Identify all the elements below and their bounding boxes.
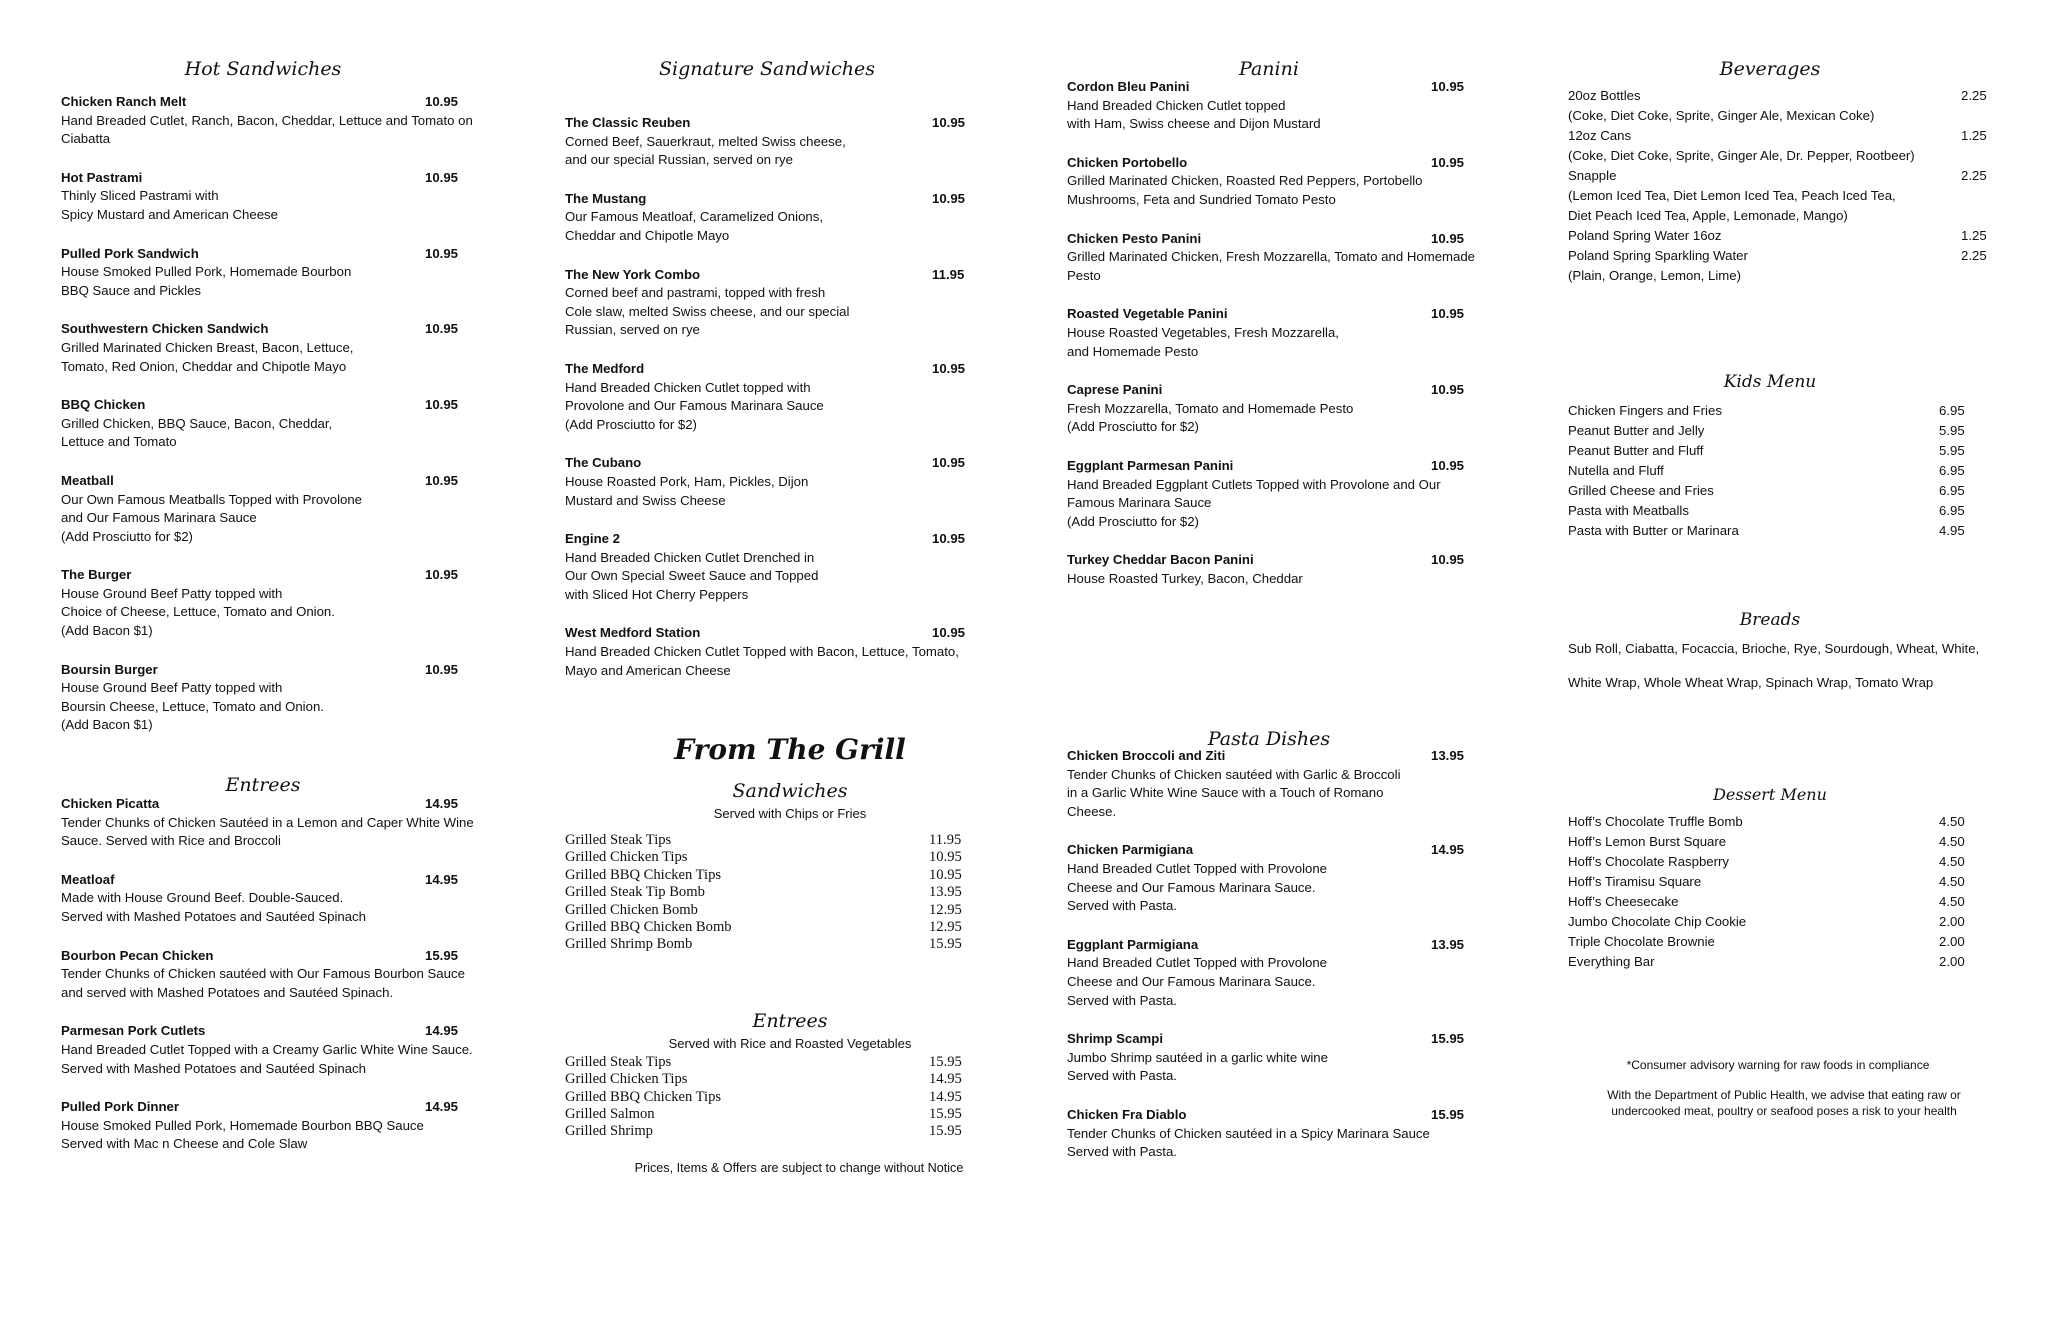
simple-menu-item <box>1568 521 2008 541</box>
simple-menu-item <box>1568 401 2008 421</box>
menu-item-price: 15.95 <box>425 947 459 963</box>
dessert-menu-list <box>1568 812 2008 972</box>
menu-item-name: Chicken Fra Diablo <box>1067 1106 1187 1122</box>
menu-item-header <box>565 360 1005 379</box>
simple-menu-item <box>1568 892 2008 912</box>
simple-menu-item-price: 2.00 <box>1939 914 1965 929</box>
simple-menu-item-price: 6.95 <box>1939 503 1965 518</box>
grill-sandwiches-list <box>565 832 1065 954</box>
beverages-heading: Beverages <box>1719 58 1821 80</box>
panini-section <box>1067 58 1507 608</box>
grill-entrees-list <box>565 1054 1065 1141</box>
simple-menu-item <box>1568 932 2008 952</box>
price-list-name: Grilled Chicken Tips <box>565 1071 688 1088</box>
menu-item-description: Hand Breaded Chicken Cutlet Drenched in Our Own Special Sweet Sauce and Topped with Sliced Hot Cherry Peppers <box>565 549 819 602</box>
beverage-item <box>1568 166 2008 226</box>
menu-item-price: 10.95 <box>932 531 966 547</box>
menu-item-header <box>61 320 501 339</box>
simple-menu-item-name: Nutella and Fluff <box>1568 463 1664 478</box>
menu-item-name: Pulled Pork Dinner <box>61 1099 179 1115</box>
price-list-name: Grilled BBQ Chicken Bomb <box>565 919 732 936</box>
price-list-price: 15.95 <box>929 1123 962 1140</box>
signature-sandwiches-section <box>565 58 1005 700</box>
menu-item-name: Chicken Parmigiana <box>1067 842 1194 858</box>
menu-item-header <box>61 169 501 188</box>
menu-item-price: 15.95 <box>1431 1106 1465 1122</box>
menu-item <box>61 1098 501 1154</box>
menu-item-description: Our Famous Meatloaf, Caramelized Onions, Cheddar and Chipotle Mayo <box>565 209 823 243</box>
menu-item-description: Fresh Mozzarella, Tomato and Homemade Pesto (Add Prosciutto for $2) <box>1067 400 1354 435</box>
signature-sandwiches-heading: Signature Sandwiches <box>658 58 875 80</box>
menu-item-price: 10.95 <box>1431 79 1465 94</box>
beverages-list <box>1568 86 2008 286</box>
menu-item <box>565 190 1005 246</box>
menu-item-name: Boursin Burger <box>61 661 158 677</box>
beverage-name: Poland Spring Water 16oz <box>1568 228 1722 243</box>
menu-item-header <box>565 190 1005 209</box>
menu-item-price: 10.95 <box>425 169 459 185</box>
simple-menu-item-price: 4.50 <box>1939 814 1965 829</box>
menu-item-description: Jumbo Shrimp sautéed in a garlic white wine Served with Pasta. <box>1067 1049 1328 1084</box>
simple-menu-item-price: 4.95 <box>1939 523 1965 538</box>
grill-entrees-subtitle: Served with Rice and Roasted Vegetables <box>668 1035 912 1051</box>
menu-item-name: Bourbon Pecan Chicken <box>61 947 214 963</box>
beverage-price: 2.25 <box>1961 168 1987 183</box>
menu-item <box>565 454 1005 510</box>
simple-menu-item-price: 2.00 <box>1939 954 1965 969</box>
menu-item-header <box>61 795 501 814</box>
menu-item-price: 14.95 <box>425 796 459 811</box>
price-list-row <box>565 1054 1065 1071</box>
advisory-line-2: With the Department of Public Health, we advise that eating raw or <box>1607 1087 1961 1102</box>
menu-item-price: 10.95 <box>932 360 966 376</box>
menu-item-header <box>61 396 501 415</box>
price-list-name: Grilled Steak Tips <box>565 1053 672 1070</box>
menu-item-description: Hand Breaded Chicken Cutlet Topped with Bacon, Lettuce, Tomato, Mayo and American Cheese <box>565 644 959 678</box>
menu-item-description: House Roasted Turkey, Bacon, Cheddar <box>1067 570 1303 586</box>
menu-item-description: Tender Chunks of Chicken Sautéed in a Lemon and Caper White Wine Sauce. Served with Rice and Broccoli <box>61 814 474 849</box>
menu-item-header <box>61 947 501 966</box>
price-list-row <box>565 919 1065 936</box>
simple-menu-item-name: Hoff’s Lemon Burst Square <box>1568 834 1727 849</box>
simple-menu-item-name: Hoff’s Chocolate Truffle Bomb <box>1568 814 1743 829</box>
simple-menu-item-name: Pasta with Meatballs <box>1568 503 1689 518</box>
menu-item-description: Tender Chunks of Chicken sautéed with Our Famous Bourbon Sauce and served with Mashed Potatoes and Sautéed Spinach. <box>61 966 465 1000</box>
beverage-item <box>1568 86 2008 126</box>
menu-item-price: 10.95 <box>425 245 459 261</box>
price-list-price: 10.95 <box>929 866 962 883</box>
menu-item-header <box>1067 936 1507 955</box>
grill-entrees-heading: Entrees <box>752 1009 828 1032</box>
simple-menu-item-name: Jumbo Chocolate Chip Cookie <box>1568 914 1747 929</box>
menu-item-header <box>61 661 501 680</box>
menu-item-name: Roasted Vegetable Panini <box>1067 306 1228 322</box>
simple-menu-item <box>1568 812 2008 832</box>
price-list-price: 14.95 <box>929 1088 962 1105</box>
menu-item-description: Grilled Marinated Chicken Breast, Bacon, Lettuce, Tomato, Red Onion, Cheddar and Chipotle Mayo <box>61 339 354 374</box>
menu-item-name: BBQ Chicken <box>61 397 146 413</box>
beverage-price: 1.25 <box>1961 228 1987 243</box>
menu-item-name: Chicken Pesto Panini <box>1067 230 1202 246</box>
menu-item-price: 10.95 <box>932 115 966 130</box>
beverage-name: Poland Spring Sparkling Water (Plain, Orange, Lemon, Lime) <box>1568 248 1748 283</box>
price-list-price: 15.95 <box>929 1053 962 1070</box>
menu-item <box>61 1022 501 1078</box>
menu-item <box>61 245 501 301</box>
grill-sandwiches-subtitle: Served with Chips or Fries <box>713 806 867 821</box>
pasta-dishes-heading: Pasta Dishes <box>1207 728 1331 750</box>
kids-menu-list <box>1568 401 2008 541</box>
menu-item <box>1067 747 1507 821</box>
menu-item-description: Hand Breaded Cutlet Topped with Provolone Cheese and Our Famous Marinara Sauce. Served with Pasta. <box>1067 955 1328 1008</box>
menu-item-description: Tender Chunks of Chicken sautéed in a Spicy Marinara Sauce Served with Pasta. <box>1067 1125 1430 1160</box>
menu-item-description: House Ground Beef Patty topped with Boursin Cheese, Lettuce, Tomato and Onion. (Add Bacon $1) <box>61 680 324 733</box>
menu-item-price: 10.95 <box>1431 457 1465 473</box>
simple-menu-item <box>1568 481 2008 501</box>
menu-item-header <box>1067 457 1507 476</box>
simple-menu-item <box>1568 912 2008 932</box>
dessert-menu-heading: Dessert Menu <box>1713 785 1827 804</box>
price-list-row <box>565 832 1065 849</box>
menu-item <box>61 169 501 225</box>
menu-item <box>61 320 501 376</box>
menu-item <box>61 93 501 149</box>
menu-item-description: House Ground Beef Patty topped with Choice of Cheese, Lettuce, Tomato and Onion. (Add Bacon $1) <box>61 585 335 639</box>
beverages-section <box>1568 58 2008 286</box>
signature-sandwiches-list <box>565 114 1005 680</box>
menu-item <box>565 624 1005 680</box>
beverage-price: 2.25 <box>1961 248 1987 263</box>
menu-item-name: The Cubano <box>565 455 642 471</box>
menu-item-header <box>1067 305 1507 324</box>
panini-list <box>1067 78 1507 588</box>
price-list-row <box>565 1106 1065 1123</box>
simple-menu-item-name: Peanut Butter and Fluff <box>1568 443 1704 458</box>
breads-line-1: Sub Roll, Ciabatta, Focaccia, Brioche, Rye, Sourdough, Wheat, White, <box>1568 641 1980 656</box>
simple-menu-item-price: 5.95 <box>1939 423 1965 438</box>
menu-item-description: House Smoked Pulled Pork, Homemade Bourbon BBQ Sauce Served with Mac n Cheese and Cole Slaw <box>61 1117 424 1152</box>
price-list-price: 13.95 <box>929 884 962 901</box>
menu-item-header <box>61 1022 501 1041</box>
menu-item-price: 10.95 <box>1431 306 1465 322</box>
menu-item-price: 14.95 <box>425 1099 459 1115</box>
menu-item-description: Hand Breaded Cutlet Topped with Provolone Cheese and Our Famous Marinara Sauce. Served with Pasta. <box>1067 860 1328 914</box>
price-list-name: Grilled Steak Tips <box>565 832 672 848</box>
menu-item-description: Hand Breaded Chicken Cutlet topped with Provolone and Our Famous Marinara Sauce (Add Prosciutto for $2) <box>565 379 824 432</box>
menu-item-header <box>565 530 1005 549</box>
menu-item-name: Southwestern Chicken Sandwich <box>61 321 269 337</box>
menu-item-price: 13.95 <box>1431 936 1465 952</box>
beverage-item <box>1568 126 2008 166</box>
menu-item-description: Thinly Sliced Pastrami with Spicy Mustard and American Cheese <box>61 188 278 222</box>
simple-menu-item-price: 5.95 <box>1939 443 1965 458</box>
simple-menu-item-name: Everything Bar <box>1568 954 1655 969</box>
menu-item-description: Grilled Chicken, BBQ Sauce, Bacon, Cheddar, Lettuce and Tomato <box>61 415 333 450</box>
price-list-name: Grilled Chicken Bomb <box>565 901 698 918</box>
menu-item-name: The New York Combo <box>565 266 701 282</box>
simple-menu-item-price: 4.50 <box>1939 854 1965 869</box>
price-list-name: Grilled Salmon <box>565 1106 655 1123</box>
price-list-name: Grilled Steak Tip Bomb <box>565 884 705 901</box>
menu-item-price: 10.95 <box>1431 154 1465 170</box>
menu-item-name: Shrimp Scampi <box>1067 1031 1164 1047</box>
price-list-price: 12.95 <box>929 901 962 918</box>
hot-sandwiches-heading: Hot Sandwiches <box>184 58 342 80</box>
grill-sandwiches-heading: Sandwiches <box>732 780 848 802</box>
menu-item-name: West Medford Station <box>565 625 701 641</box>
menu-item-name: Parmesan Pork Cutlets <box>61 1023 206 1039</box>
price-list-name: Grilled BBQ Chicken Tips <box>565 1088 722 1105</box>
advisory-line-1: *Consumer advisory warning for raw foods in compliance <box>1626 1058 1930 1072</box>
menu-item-description: House Smoked Pulled Pork, Homemade Bourbon BBQ Sauce and Pickles <box>61 264 352 298</box>
menu-item-header <box>1067 841 1507 860</box>
beverage-price: 1.25 <box>1961 128 1987 143</box>
menu-item-price: 10.95 <box>1431 552 1465 568</box>
kids-menu-section <box>1568 372 2008 541</box>
simple-menu-item-price: 6.95 <box>1939 483 1965 498</box>
beverage-item <box>1568 246 2008 286</box>
menu-item-description: Tender Chunks of Chicken sautéed with Garlic & Broccoli in a Garlic White Wine Sauce with a Touch of Romano Cheese. <box>1067 766 1401 819</box>
price-list-row <box>565 849 1065 866</box>
simple-menu-item-name: Triple Chocolate Brownie <box>1568 934 1715 949</box>
pasta-dishes-section <box>1067 728 1507 1182</box>
menu-item-description: House Roasted Vegetables, Fresh Mozzarella, and Homemade Pesto <box>1067 324 1339 359</box>
menu-item-header <box>1067 747 1507 766</box>
menu-item-name: The Mustang <box>565 190 647 206</box>
price-list-price: 12.95 <box>929 919 962 936</box>
simple-menu-item-price: 4.50 <box>1939 894 1965 909</box>
menu-item-header <box>61 871 501 890</box>
menu-item-header <box>1067 154 1507 173</box>
menu-item-description: Our Own Famous Meatballs Topped with Provolone and Our Famous Marinara Sauce (Add Prosciutto for $2) <box>61 491 363 544</box>
menu-item <box>1067 78 1507 134</box>
menu-item <box>1067 230 1507 286</box>
menu-item-description: Made with House Ground Beef. Double-Sauced. Served with Mashed Potatoes and Sautéed Spinach <box>61 890 366 924</box>
menu-item-name: The Medford <box>565 360 645 376</box>
menu-item-price: 14.95 <box>425 871 459 887</box>
menu-item-header <box>61 472 501 491</box>
menu-item <box>1067 457 1507 531</box>
price-list-name: Grilled Shrimp <box>565 1123 653 1140</box>
menu-item <box>1067 154 1507 210</box>
menu-item <box>565 530 1005 604</box>
menu-item-name: The Burger <box>61 567 132 583</box>
simple-menu-item-name: Hoff’s Tiramisu Square <box>1568 874 1702 889</box>
menu-item-header <box>1067 78 1507 97</box>
menu-item-name: Chicken Ranch Melt <box>61 94 187 109</box>
breads-line-2: White Wrap, Whole Wheat Wrap, Spinach Wrap, Tomato Wrap <box>1568 675 1934 690</box>
menu-item <box>1067 936 1507 1010</box>
menu-item-name: Cordon Bleu Panini <box>1067 79 1190 94</box>
simple-menu-item-name: Peanut Butter and Jelly <box>1568 423 1705 438</box>
pasta-dishes-list <box>1067 747 1507 1162</box>
simple-menu-item-price: 6.95 <box>1939 463 1965 478</box>
menu-item-price: 10.95 <box>425 94 459 109</box>
entrees-list <box>61 795 501 1154</box>
menu-item <box>61 661 501 735</box>
breads-section <box>1568 610 2008 693</box>
menu-item <box>61 947 501 1003</box>
hot-sandwiches-section <box>61 58 501 755</box>
menu-item-header <box>1067 551 1507 570</box>
menu-item-name: Caprese Panini <box>1067 382 1163 398</box>
menu-item-name: Chicken Portobello <box>1067 154 1188 170</box>
menu-item-header <box>565 266 1005 285</box>
menu-item-price: 14.95 <box>1431 842 1465 858</box>
simple-menu-item-price: 2.00 <box>1939 934 1965 949</box>
menu-item <box>1067 305 1507 361</box>
menu-item-price: 11.95 <box>932 266 965 282</box>
beverage-name: 20oz Bottles (Coke, Diet Coke, Sprite, Ginger Ale, Mexican Coke) <box>1568 88 1875 123</box>
menu-item-description: Corned Beef, Sauerkraut, melted Swiss cheese, and our special Russian, served on rye <box>565 133 846 168</box>
breads-heading: Breads <box>1739 610 1801 630</box>
beverage-name: Snapple (Lemon Iced Tea, Diet Lemon Iced Tea, Peach Iced Tea, Diet Peach Iced Tea, Apple, Lemonade, Mango) <box>1568 168 1896 223</box>
simple-menu-item <box>1568 832 2008 852</box>
menu-item-price: 10.95 <box>932 190 966 206</box>
menu-item-price: 10.95 <box>1431 382 1465 398</box>
menu-item-name: Chicken Broccoli and Ziti <box>1067 748 1226 763</box>
menu-item <box>565 114 1005 170</box>
menu-item-description: Corned beef and pastrami, topped with fresh Cole slaw, melted Swiss cheese, and our special Russian, served on rye <box>565 285 850 338</box>
menu-item-header <box>1067 1030 1507 1049</box>
menu-item-price: 13.95 <box>1431 748 1465 763</box>
menu-item-name: Engine 2 <box>565 531 620 547</box>
menu-item-header <box>1067 1106 1507 1125</box>
price-change-notice: Prices, Items & Offers are subject to change without Notice <box>634 1160 964 1175</box>
price-list-row <box>565 1089 1065 1106</box>
menu-item-price: 10.95 <box>1431 230 1465 246</box>
menu-item-description: Grilled Marinated Chicken, Fresh Mozzarella, Tomato and Homemade Pesto <box>1067 249 1476 283</box>
menu-item-price: 15.95 <box>1431 1031 1465 1047</box>
price-list-name: Grilled Chicken Tips <box>565 849 688 866</box>
beverage-name: 12oz Cans (Coke, Diet Coke, Sprite, Ginger Ale, Dr. Pepper, Rootbeer) <box>1568 128 1915 163</box>
menu-item-name: Eggplant Parmesan Panini <box>1067 457 1234 473</box>
simple-menu-item <box>1568 441 2008 461</box>
simple-menu-item <box>1568 852 2008 872</box>
simple-menu-item-price: 6.95 <box>1939 403 1965 418</box>
menu-item-description: House Roasted Pork, Ham, Pickles, Dijon Mustard and Swiss Cheese <box>565 473 809 508</box>
price-list-row <box>565 1071 1065 1088</box>
menu-item-name: Turkey Cheddar Bacon Panini <box>1067 552 1254 568</box>
menu-item-header <box>1067 381 1507 400</box>
advisory-line-3: undercooked meat, poultry or seafood poses a risk to your health <box>1611 1104 1957 1118</box>
menu-item-name: The Classic Reuben <box>565 115 691 130</box>
price-list-price: 10.95 <box>929 849 962 866</box>
price-list-price: 14.95 <box>929 1071 962 1088</box>
menu-item <box>1067 551 1507 588</box>
kids-menu-heading: Kids Menu <box>1723 372 1817 392</box>
simple-menu-item-price: 4.50 <box>1939 874 1965 889</box>
simple-menu-item-price: 4.50 <box>1939 834 1965 849</box>
consumer-advisory <box>1568 1057 2008 1120</box>
menu-item-header <box>565 624 1005 643</box>
simple-menu-item-name: Chicken Fingers and Fries <box>1568 403 1722 418</box>
menu-item-price: 10.95 <box>425 397 459 413</box>
menu-item <box>61 472 501 546</box>
beverage-item <box>1568 226 2008 246</box>
menu-item-price: 10.95 <box>932 625 966 641</box>
menu-item-price: 10.95 <box>932 455 966 471</box>
menu-item-name: Meatball <box>61 472 114 488</box>
menu-item-description: Grilled Marinated Chicken, Roasted Red Peppers, Portobello Mushrooms, Feta and Sundried Tomato Pesto <box>1067 173 1423 207</box>
simple-menu-item <box>1568 461 2008 481</box>
menu-item-header <box>1067 230 1507 249</box>
menu-item-price: 10.95 <box>425 661 459 677</box>
simple-menu-item <box>1568 872 2008 892</box>
price-list-price: 15.95 <box>929 936 962 953</box>
entrees-heading: Entrees <box>225 774 301 796</box>
menu-item-name: Eggplant Parmigiana <box>1067 936 1199 952</box>
menu-item-name: Pulled Pork Sandwich <box>61 245 199 261</box>
menu-item-name: Meatloaf <box>61 871 115 887</box>
price-list-row <box>565 902 1065 919</box>
menu-item <box>61 566 501 640</box>
menu-item-price: 10.95 <box>425 321 459 337</box>
menu-item-name: Chicken Picatta <box>61 796 160 811</box>
price-list-row <box>565 936 1065 953</box>
menu-item-header <box>565 114 1005 133</box>
menu-item-header <box>61 93 501 112</box>
menu-item-price: 10.95 <box>425 567 459 583</box>
menu-item <box>61 871 501 927</box>
simple-menu-item-name: Hoff’s Chocolate Raspberry <box>1568 854 1730 869</box>
simple-menu-item-name: Hoff’s Cheesecake <box>1568 894 1679 909</box>
menu-item <box>565 266 1005 340</box>
entrees-section <box>61 774 501 1174</box>
menu-item <box>1067 381 1507 437</box>
panini-heading: Panini <box>1239 58 1299 80</box>
menu-item-price: 10.95 <box>425 472 459 488</box>
simple-menu-item <box>1568 952 2008 972</box>
menu-item-name: Hot Pastrami <box>61 169 143 185</box>
menu-item-description: Hand Breaded Eggplant Cutlets Topped with Provolone and Our Famous Marinara Sauce (Add Prosciutto for $2) <box>1067 476 1441 529</box>
price-list-price: 11.95 <box>929 832 962 848</box>
menu-item-description: Hand Breaded Chicken Cutlet topped with Ham, Swiss cheese and Dijon Mustard <box>1067 97 1321 132</box>
menu-item-header <box>61 245 501 264</box>
beverage-price: 2.25 <box>1961 88 1987 103</box>
menu-item <box>61 396 501 452</box>
menu-item-description: Hand Breaded Cutlet, Ranch, Bacon, Cheddar, Lettuce and Tomato on Ciabatta <box>61 112 473 147</box>
menu-item-description: Hand Breaded Cutlet Topped with a Creamy Garlic White Wine Sauce. Served with Mashed Potatoes and Sautéed Spinach <box>61 1041 473 1076</box>
menu-item <box>565 360 1005 434</box>
simple-menu-item-name: Grilled Cheese and Fries <box>1568 483 1714 498</box>
menu-item-header <box>61 566 501 585</box>
price-list-price: 15.95 <box>929 1106 962 1123</box>
price-list-row <box>565 867 1065 884</box>
menu-item-header <box>61 1098 501 1117</box>
menu-item-header <box>565 454 1005 473</box>
from-the-grill-heading: From The Grill <box>674 733 906 766</box>
simple-menu-item <box>1568 421 2008 441</box>
price-list-name: Grilled Shrimp Bomb <box>565 936 693 953</box>
from-the-grill-section <box>545 733 1065 1175</box>
simple-menu-item <box>1568 501 2008 521</box>
menu-item <box>1067 1106 1507 1162</box>
menu-item-price: 14.95 <box>425 1023 459 1039</box>
menu-item <box>1067 1030 1507 1086</box>
hot-sandwiches-list <box>61 93 501 735</box>
simple-menu-item-name: Pasta with Butter or Marinara <box>1568 523 1739 538</box>
dessert-menu-section <box>1568 785 2008 972</box>
price-list-row <box>565 1123 1065 1140</box>
price-list-row <box>565 884 1065 901</box>
price-list-name: Grilled BBQ Chicken Tips <box>565 866 722 883</box>
menu-item <box>61 795 501 851</box>
menu-item <box>1067 841 1507 915</box>
